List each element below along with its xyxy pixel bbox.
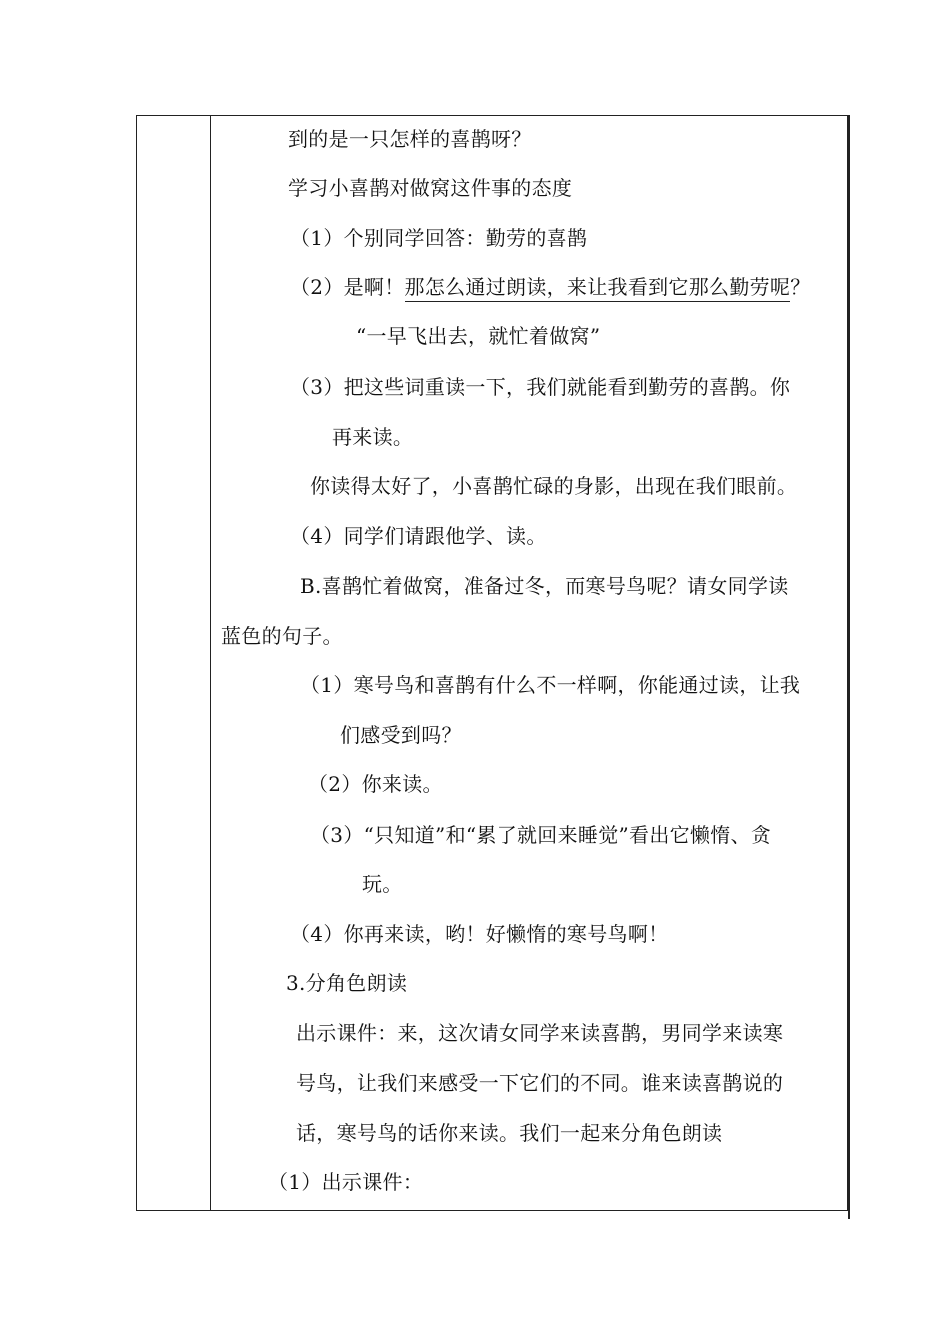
text-line: （2）你来读。: [308, 772, 443, 796]
text-line: 再来读。: [332, 425, 414, 449]
text-line: （3）“只知道”和“累了就回来睡觉”看出它懒惰、贪: [310, 823, 772, 847]
text-line: 蓝色的句子。: [221, 624, 343, 648]
table-left-column: [137, 116, 211, 1210]
text-line: 出示课件：来，这次请女同学来读喜鹊，男同学来读寒: [296, 1021, 784, 1045]
text-line: （1）出示课件：: [268, 1170, 424, 1194]
text-line: 你读得太好了，小喜鹊忙碌的身影，出现在我们眼前。: [310, 474, 798, 498]
text-line: （1）个别同学回答：勤劳的喜鹊: [290, 226, 588, 250]
text-segment: （2）是啊！: [290, 275, 405, 299]
quote-line: “一早飞出去，就忙着做窝”: [356, 324, 601, 348]
underlined-text: 那怎么通过朗读，来让我看到它那么勤劳呢: [405, 275, 791, 302]
text-line: 学习小喜鹊对做窝这件事的态度: [288, 176, 573, 200]
text-segment: ？: [790, 275, 811, 299]
text-line: 到的是一只怎样的喜鹊呀？: [288, 127, 532, 151]
text-line: 玩。: [362, 872, 403, 896]
table-right-border: [848, 115, 850, 1219]
text-line: （3）把这些词重读一下，我们就能看到勤劳的喜鹊。你: [290, 375, 791, 399]
text-line: （1）寒号鸟和喜鹊有什么不一样啊，你能通过读，让我: [300, 673, 801, 697]
text-line: 号鸟，让我们来感受一下它们的不同。谁来读喜鹊说的: [296, 1071, 784, 1095]
text-line: [290, 275, 811, 299]
text-line: 们感受到吗？: [340, 723, 462, 747]
text-line: （4）同学们请跟他学、读。: [290, 524, 547, 548]
text-line: 话，寒号鸟的话你来读。我们一起来分角色朗读: [296, 1121, 723, 1145]
text-line: B.喜鹊忙着做窝，准备过冬，而寒号鸟呢？请女同学读: [300, 574, 789, 598]
text-line: 3.分角色朗读: [286, 971, 408, 995]
text-line: （4）你再来读，哟！好懒惰的寒号鸟啊！: [290, 922, 669, 946]
